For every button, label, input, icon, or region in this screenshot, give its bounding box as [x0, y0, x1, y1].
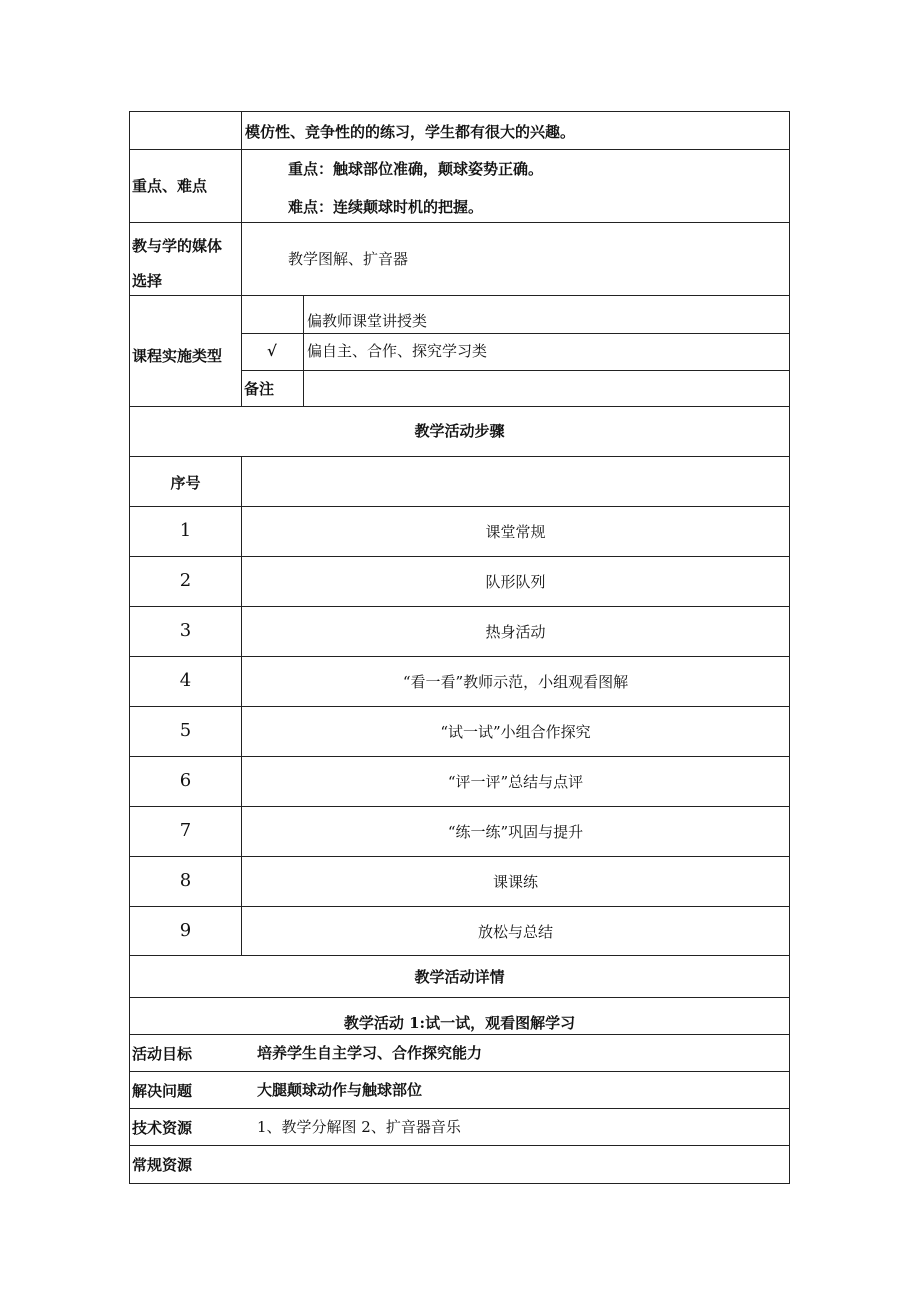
intro-row: [129, 111, 790, 150]
detail-value: 1、教学分解图 2、扩音器音乐: [257, 1118, 461, 1136]
media-label-line1: 教与学的媒体: [132, 237, 223, 255]
intro-text: 模仿性、竞争性的的练习，学生都有很大的兴趣。: [245, 123, 576, 141]
step-row: [129, 557, 790, 607]
steps-title-row: [129, 407, 790, 457]
index-header: 序号: [170, 474, 201, 492]
step-row: [129, 657, 790, 707]
step-index: 2: [179, 570, 192, 591]
step-text: 课堂常规: [485, 523, 546, 541]
step-text: “评一评”总结与点评: [447, 773, 584, 791]
course-type-row: [129, 296, 790, 407]
details-title: 教学活动详情: [414, 968, 505, 986]
step-index: 9: [179, 920, 192, 941]
difficulty-text: 难点：连续颠球时机的把握。: [288, 198, 484, 216]
step-row: [129, 757, 790, 807]
detail-label: 技术资源: [132, 1119, 193, 1137]
step-row: [129, 607, 790, 657]
detail-row: [129, 1072, 790, 1109]
step-text: 热身活动: [485, 623, 546, 641]
detail-label: 解决问题: [132, 1082, 193, 1100]
step-index: 8: [179, 870, 192, 891]
detail-row: [129, 1109, 790, 1146]
steps-list: [129, 507, 790, 956]
step-text: 放松与总结: [477, 923, 553, 941]
step-index: 6: [179, 770, 192, 791]
remark-row: [242, 370, 789, 406]
detail-value: 培养学生自主学习、合作探究能力: [257, 1044, 483, 1062]
activity-title: 教学活动 1:试一试，观看图解学习: [343, 1014, 576, 1032]
remark-label: 备注: [244, 380, 275, 398]
step-text: “看一看”教师示范，小组观看图解: [402, 673, 629, 691]
details-title-row: [129, 956, 790, 998]
key-points-row: [129, 150, 790, 223]
details-list: [129, 1035, 790, 1184]
detail-label: 常规资源: [132, 1156, 193, 1174]
step-text: 课课练: [492, 873, 538, 891]
step-index: 5: [179, 720, 192, 741]
course-option-row: [242, 333, 789, 371]
step-row: [129, 707, 790, 757]
course-option-row: [242, 296, 789, 334]
step-row: [129, 807, 790, 857]
step-text: “试一试”小组合作探究: [440, 723, 591, 741]
lesson-plan-table: [129, 111, 790, 1184]
detail-value: 大腿颠球动作与触球部位: [257, 1081, 423, 1099]
step-text: “练一练”巩固与提升: [447, 823, 584, 841]
key-point-text: 重点：触球部位准确，颠球姿势正确。: [288, 160, 544, 178]
steps-title: 教学活动步骤: [414, 422, 505, 440]
detail-row: [129, 1035, 790, 1072]
course-option-text: 偏自主、合作、探究学习类: [307, 342, 488, 360]
step-index: 4: [179, 670, 192, 691]
step-index: 1: [179, 520, 192, 541]
steps-header-row: [129, 457, 790, 507]
course-type-label: 课程实施类型: [132, 347, 223, 365]
key-points-label: 重点、难点: [132, 177, 208, 195]
step-row: [129, 507, 790, 557]
activity-title-row: [129, 998, 790, 1035]
detail-label: 活动目标: [132, 1045, 193, 1063]
media-row: [129, 223, 790, 296]
step-index: 3: [179, 620, 192, 641]
media-value: 教学图解、扩音器: [288, 250, 409, 268]
step-index: 7: [179, 820, 192, 841]
course-option-text: 偏教师课堂讲授类: [307, 312, 428, 330]
check-mark: √: [267, 342, 277, 360]
step-row: [129, 907, 790, 956]
step-text: 队形队列: [485, 573, 546, 591]
step-row: [129, 857, 790, 907]
detail-row: [129, 1146, 790, 1184]
media-label-line2: 选择: [132, 272, 163, 290]
